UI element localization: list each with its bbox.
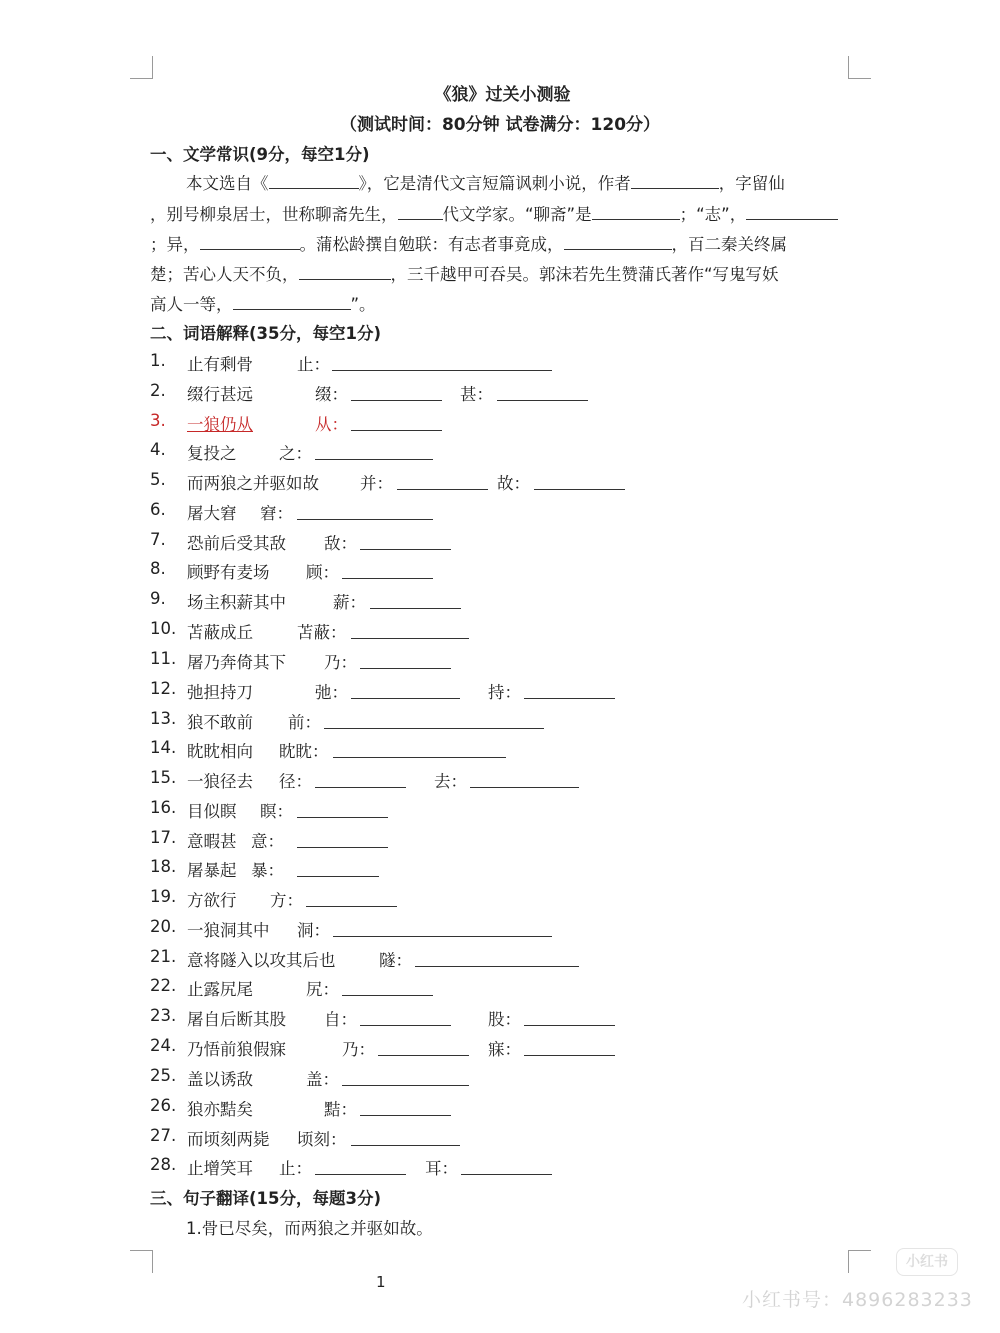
item-number: 16. — [150, 798, 177, 817]
answer-blank[interactable] — [269, 172, 359, 189]
item-keyword-2: 耳： — [425, 1159, 458, 1178]
item-number: 8. — [150, 559, 166, 578]
answer-blank[interactable] — [534, 489, 625, 490]
item-phrase: 屠乃奔倚其下 — [187, 653, 286, 672]
answer-blank[interactable] — [297, 519, 433, 520]
crop-mark-bottom-right — [848, 1250, 871, 1273]
item-keyword: 意： — [251, 832, 284, 851]
item-phrase: 止有剩骨 — [187, 355, 253, 374]
item-number: 18. — [150, 857, 177, 876]
item-number: 1. — [150, 351, 166, 370]
answer-blank[interactable] — [564, 233, 672, 250]
item-keyword: 从： — [315, 415, 348, 434]
item-number: 23. — [150, 1006, 177, 1025]
answer-blank[interactable] — [200, 233, 300, 250]
item-keyword-2: 甚： — [460, 385, 493, 404]
item-number: 11. — [150, 649, 177, 668]
section-1-line-4: 楚；苦心人天不负， ，三千越甲可吞吴。郭沫若先生赞蒲氏著作“写鬼写妖 — [150, 265, 779, 284]
page-subtitle: （测试时间：80分钟 试卷满分：120分） — [339, 115, 661, 135]
answer-blank[interactable] — [360, 668, 451, 669]
crop-mark-top-left — [130, 56, 153, 79]
watermark-id: 小红书号：4896283233 — [742, 1289, 973, 1311]
item-number: 2. — [150, 381, 166, 400]
item-phrase: 而两狼之并驱如故 — [187, 474, 319, 493]
item-keyword-2: 股： — [488, 1010, 521, 1029]
item-number: 25. — [150, 1066, 177, 1085]
item-keyword: 顷刻： — [297, 1130, 347, 1149]
answer-blank[interactable] — [461, 1174, 552, 1175]
item-number: 9. — [150, 589, 166, 608]
answer-blank[interactable] — [233, 293, 351, 310]
answer-blank[interactable] — [333, 936, 552, 937]
answer-blank[interactable] — [342, 578, 433, 579]
item-keyword: 乃： — [324, 653, 357, 672]
item-phrase: 顾野有麦场 — [187, 563, 270, 582]
crop-mark-bottom-left — [130, 1250, 153, 1273]
item-phrase: 缀行甚远 — [187, 385, 253, 404]
answer-blank[interactable] — [631, 172, 719, 189]
item-keyword: 顾： — [306, 563, 339, 582]
answer-blank[interactable] — [332, 370, 552, 371]
item-keyword: 苫蔽： — [297, 623, 347, 642]
item-keyword: 隧： — [379, 951, 412, 970]
item-number: 21. — [150, 947, 177, 966]
answer-blank[interactable] — [398, 203, 443, 220]
answer-blank[interactable] — [297, 817, 388, 818]
answer-blank[interactable] — [370, 608, 461, 609]
answer-blank[interactable] — [524, 698, 615, 699]
item-number: 20. — [150, 917, 177, 936]
item-keyword: 并： — [360, 474, 393, 493]
item-phrase: 苫蔽成丘 — [187, 623, 253, 642]
item-number: 3. — [150, 411, 166, 430]
answer-blank[interactable] — [297, 876, 379, 877]
item-phrase: 方欲行 — [187, 891, 237, 910]
crop-mark-top-right — [848, 56, 871, 79]
item-number: 10. — [150, 619, 177, 638]
answer-blank[interactable] — [351, 400, 442, 401]
item-keyword-2: 故： — [497, 474, 530, 493]
answer-blank[interactable] — [351, 698, 460, 699]
item-keyword: 之： — [279, 444, 312, 463]
item-phrase: 止露尻尾 — [187, 980, 253, 999]
answer-blank[interactable] — [342, 995, 433, 996]
page-number: 1 — [376, 1273, 386, 1291]
section-1-line-1: 本文选自《 》，它是清代文言短篇讽刺小说，作者 ，字留仙 — [186, 174, 785, 193]
answer-blank[interactable] — [524, 1025, 615, 1026]
item-phrase: 屠大窘 — [187, 504, 237, 523]
item-keyword: 止： — [297, 355, 330, 374]
item-keyword-2: 持： — [488, 683, 521, 702]
section-3-heading: 三、句子翻译(15分，每题3分) — [150, 1189, 382, 1208]
item-phrase: 而顷刻两毙 — [187, 1130, 270, 1149]
item-number: 13. — [150, 709, 177, 728]
section-1-heading: 一、文学常识(9分，每空1分) — [150, 145, 370, 164]
item-phrase: 一狼仍从 — [187, 415, 253, 434]
page-title: 《狼》过关小测验 — [434, 85, 571, 105]
answer-blank[interactable] — [524, 1055, 615, 1056]
item-number: 5. — [150, 470, 166, 489]
item-number: 17. — [150, 828, 177, 847]
answer-blank[interactable] — [315, 1174, 406, 1175]
item-keyword: 瞑： — [260, 802, 293, 821]
item-phrase: 屠自后断其股 — [187, 1010, 286, 1029]
item-number: 14. — [150, 738, 177, 757]
answer-blank[interactable] — [297, 847, 388, 848]
item-number: 6. — [150, 500, 166, 519]
item-keyword: 洞： — [297, 921, 330, 940]
watermark-logo: 小红书 — [896, 1248, 958, 1276]
answer-blank[interactable] — [746, 203, 838, 220]
item-keyword: 弛： — [315, 683, 348, 702]
section-2-heading: 二、词语解释(35分，每空1分) — [150, 324, 382, 343]
answer-blank[interactable] — [315, 787, 406, 788]
item-keyword-2: 去： — [434, 772, 467, 791]
item-keyword: 止： — [279, 1159, 312, 1178]
item-keyword: 自： — [324, 1010, 357, 1029]
answer-blank[interactable] — [470, 787, 579, 788]
item-number: 27. — [150, 1126, 177, 1145]
item-keyword: 暴： — [251, 861, 284, 880]
answer-blank[interactable] — [306, 906, 397, 907]
item-phrase: 恐前后受其敌 — [187, 534, 286, 553]
answer-blank[interactable] — [342, 1085, 469, 1086]
item-phrase: 盖以诱敌 — [187, 1070, 253, 1089]
item-phrase: 目似瞑 — [187, 802, 237, 821]
item-keyword: 薪： — [333, 593, 366, 612]
item-number: 12. — [150, 679, 177, 698]
item-phrase: 乃悟前狼假寐 — [187, 1040, 286, 1059]
answer-blank[interactable] — [360, 1025, 451, 1026]
item-keyword: 眈眈： — [279, 742, 329, 761]
answer-blank[interactable] — [351, 1145, 460, 1146]
item-keyword: 黠： — [324, 1100, 357, 1119]
item-keyword: 前： — [288, 713, 321, 732]
item-number: 22. — [150, 976, 177, 995]
answer-blank[interactable] — [360, 549, 451, 550]
answer-blank[interactable] — [360, 1115, 451, 1116]
item-phrase: 狼不敢前 — [187, 713, 253, 732]
answer-blank[interactable] — [333, 757, 506, 758]
answer-blank[interactable] — [497, 400, 588, 401]
item-phrase: 意暇甚 — [187, 832, 237, 851]
item-number: 4. — [150, 440, 166, 459]
item-keyword: 乃： — [342, 1040, 375, 1059]
section-1-line-3: ；异， 。蒲松龄撰自勉联：有志者事竟成， ，百二秦关终属 — [150, 235, 787, 254]
answer-blank[interactable] — [351, 430, 442, 431]
section-1-line-5: 高人一等， ”。 — [150, 295, 376, 314]
item-keyword-2: 寐： — [488, 1040, 521, 1059]
item-phrase: 弛担持刀 — [187, 683, 253, 702]
answer-blank[interactable] — [315, 459, 433, 460]
answer-blank[interactable] — [397, 489, 488, 490]
translation-question-1: 1.骨已尽矣，而两狼之并驱如故。 — [186, 1219, 433, 1238]
item-number: 24. — [150, 1036, 177, 1055]
item-phrase: 意将隧入以攻其后也 — [187, 951, 336, 970]
answer-blank[interactable] — [592, 203, 680, 220]
item-phrase: 狼亦黠矣 — [187, 1100, 253, 1119]
item-phrase: 眈眈相向 — [187, 742, 253, 761]
answer-blank[interactable] — [378, 1055, 469, 1056]
answer-blank[interactable] — [324, 728, 544, 729]
item-number: 19. — [150, 887, 177, 906]
item-keyword: 缀： — [315, 385, 348, 404]
item-phrase: 屠暴起 — [187, 861, 237, 880]
item-keyword: 敌： — [324, 534, 357, 553]
section-1-line-2: ，别号柳泉居士，世称聊斋先生， 代文学家。“聊斋”是 ；“志”， — [150, 201, 890, 225]
item-phrase: 止增笑耳 — [187, 1159, 253, 1178]
item-keyword: 尻： — [306, 980, 339, 999]
item-number: 26. — [150, 1096, 177, 1115]
item-phrase: 一狼径去 — [187, 772, 253, 791]
item-number: 15. — [150, 768, 177, 787]
item-keyword: 径： — [279, 772, 312, 791]
answer-blank[interactable] — [351, 638, 469, 639]
answer-blank[interactable] — [299, 263, 391, 280]
item-keyword: 盖： — [306, 1070, 339, 1089]
item-phrase: 复投之 — [187, 444, 237, 463]
item-phrase: 一狼洞其中 — [187, 921, 270, 940]
answer-blank[interactable] — [415, 966, 579, 967]
item-number: 7. — [150, 530, 166, 549]
item-keyword: 窘： — [260, 504, 293, 523]
item-phrase: 场主积薪其中 — [187, 593, 286, 612]
item-keyword: 方： — [270, 891, 303, 910]
item-number: 28. — [150, 1155, 177, 1174]
